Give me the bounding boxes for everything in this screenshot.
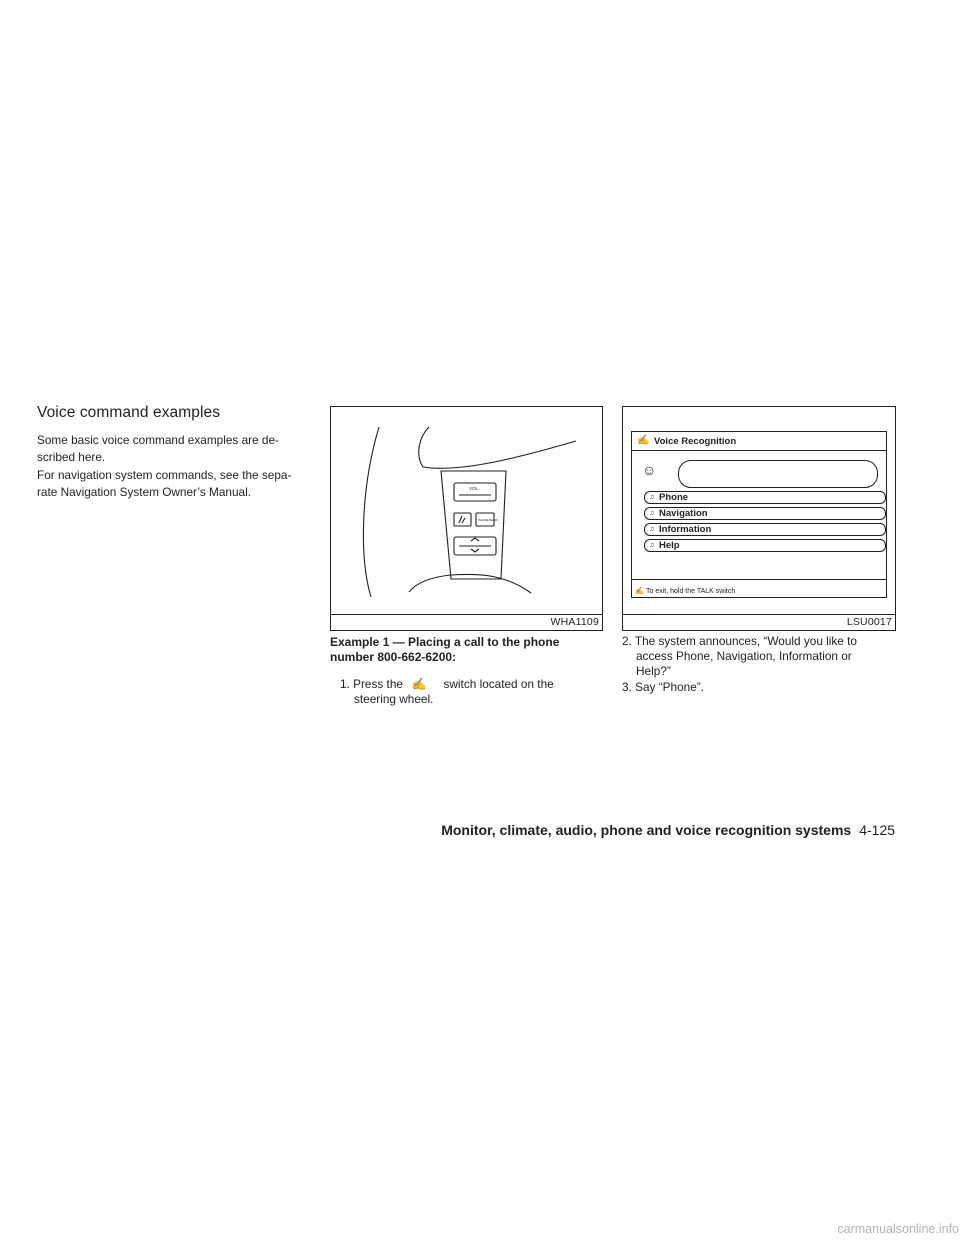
title-divider [632, 450, 886, 451]
voice-icon: ♫ [649, 526, 655, 533]
step-1-prefix: 1. Press the [340, 677, 403, 691]
watermark: carmanualsonline.info [837, 1222, 959, 1236]
talk-icon: ✍ [635, 588, 644, 595]
voice-icon: ♫ [649, 510, 655, 517]
menu-item-label: Navigation [659, 508, 708, 519]
steering-wheel-figure [330, 406, 603, 631]
navigation-note-paragraph: For navigation system commands, see the sepa-rate Navigation System Owner’s Manual. [37, 468, 292, 499]
figure-caption-rule [623, 614, 895, 615]
voice-icon: ♫ [649, 494, 655, 501]
speaker-head-icon: ☺ [642, 462, 657, 478]
figure-label: WHA1109 [550, 616, 599, 628]
talk-switch-icon: ✍ [411, 677, 427, 691]
example-title: Example 1 — Placing a call to the phone number 800-662-6200: [330, 635, 560, 664]
menu-item-label: Information [659, 524, 712, 535]
figure-label: LSU0017 [846, 616, 892, 628]
step-1-suffix: switch located on the [443, 677, 554, 691]
voice-recognition-icon: ✍ [637, 435, 650, 446]
chapter-title: Monitor, climate, audio, phone and voice recognition systems [441, 822, 852, 838]
menu-item-label: Help [659, 540, 680, 551]
step-2-line-2: access Phone, Navigation, Information or [636, 649, 852, 663]
menu-item-help[interactable] [644, 539, 886, 552]
page-footer [441, 822, 895, 838]
step-2-line-3: Help?” [636, 664, 671, 678]
hint-divider [632, 579, 886, 580]
step-3: 3. Say “Phone”. [622, 680, 704, 694]
steering-wheel-illustration [331, 407, 602, 614]
step-1 [340, 677, 602, 707]
menu-item-navigation[interactable] [644, 507, 886, 520]
screen-title: Voice Recognition [654, 436, 737, 447]
menu-item-information[interactable] [644, 523, 886, 536]
vol-label: VOL [469, 486, 479, 491]
step-1-continued: steering wheel. [354, 692, 434, 706]
phone-send-label: PHONE/SEND [478, 518, 498, 522]
menu-item-label: Phone [659, 492, 689, 503]
intro-paragraph: Some basic voice command examples are de-scribed here. [37, 433, 279, 464]
voice-recognition-figure [622, 406, 896, 631]
section-heading: Voice command examples [37, 404, 221, 421]
speech-bubble [678, 460, 878, 488]
voice-recognition-screen [631, 431, 887, 598]
exit-hint: To exit, hold the TALK switch [646, 588, 736, 595]
figure-caption-rule [331, 614, 602, 615]
step-2-line-1: 2. The system announces, “Would you like to [622, 634, 857, 648]
step-2 [622, 634, 894, 679]
page-number: 4-125 [859, 822, 895, 838]
voice-icon: ♫ [649, 542, 655, 549]
menu-item-phone[interactable] [644, 491, 886, 504]
